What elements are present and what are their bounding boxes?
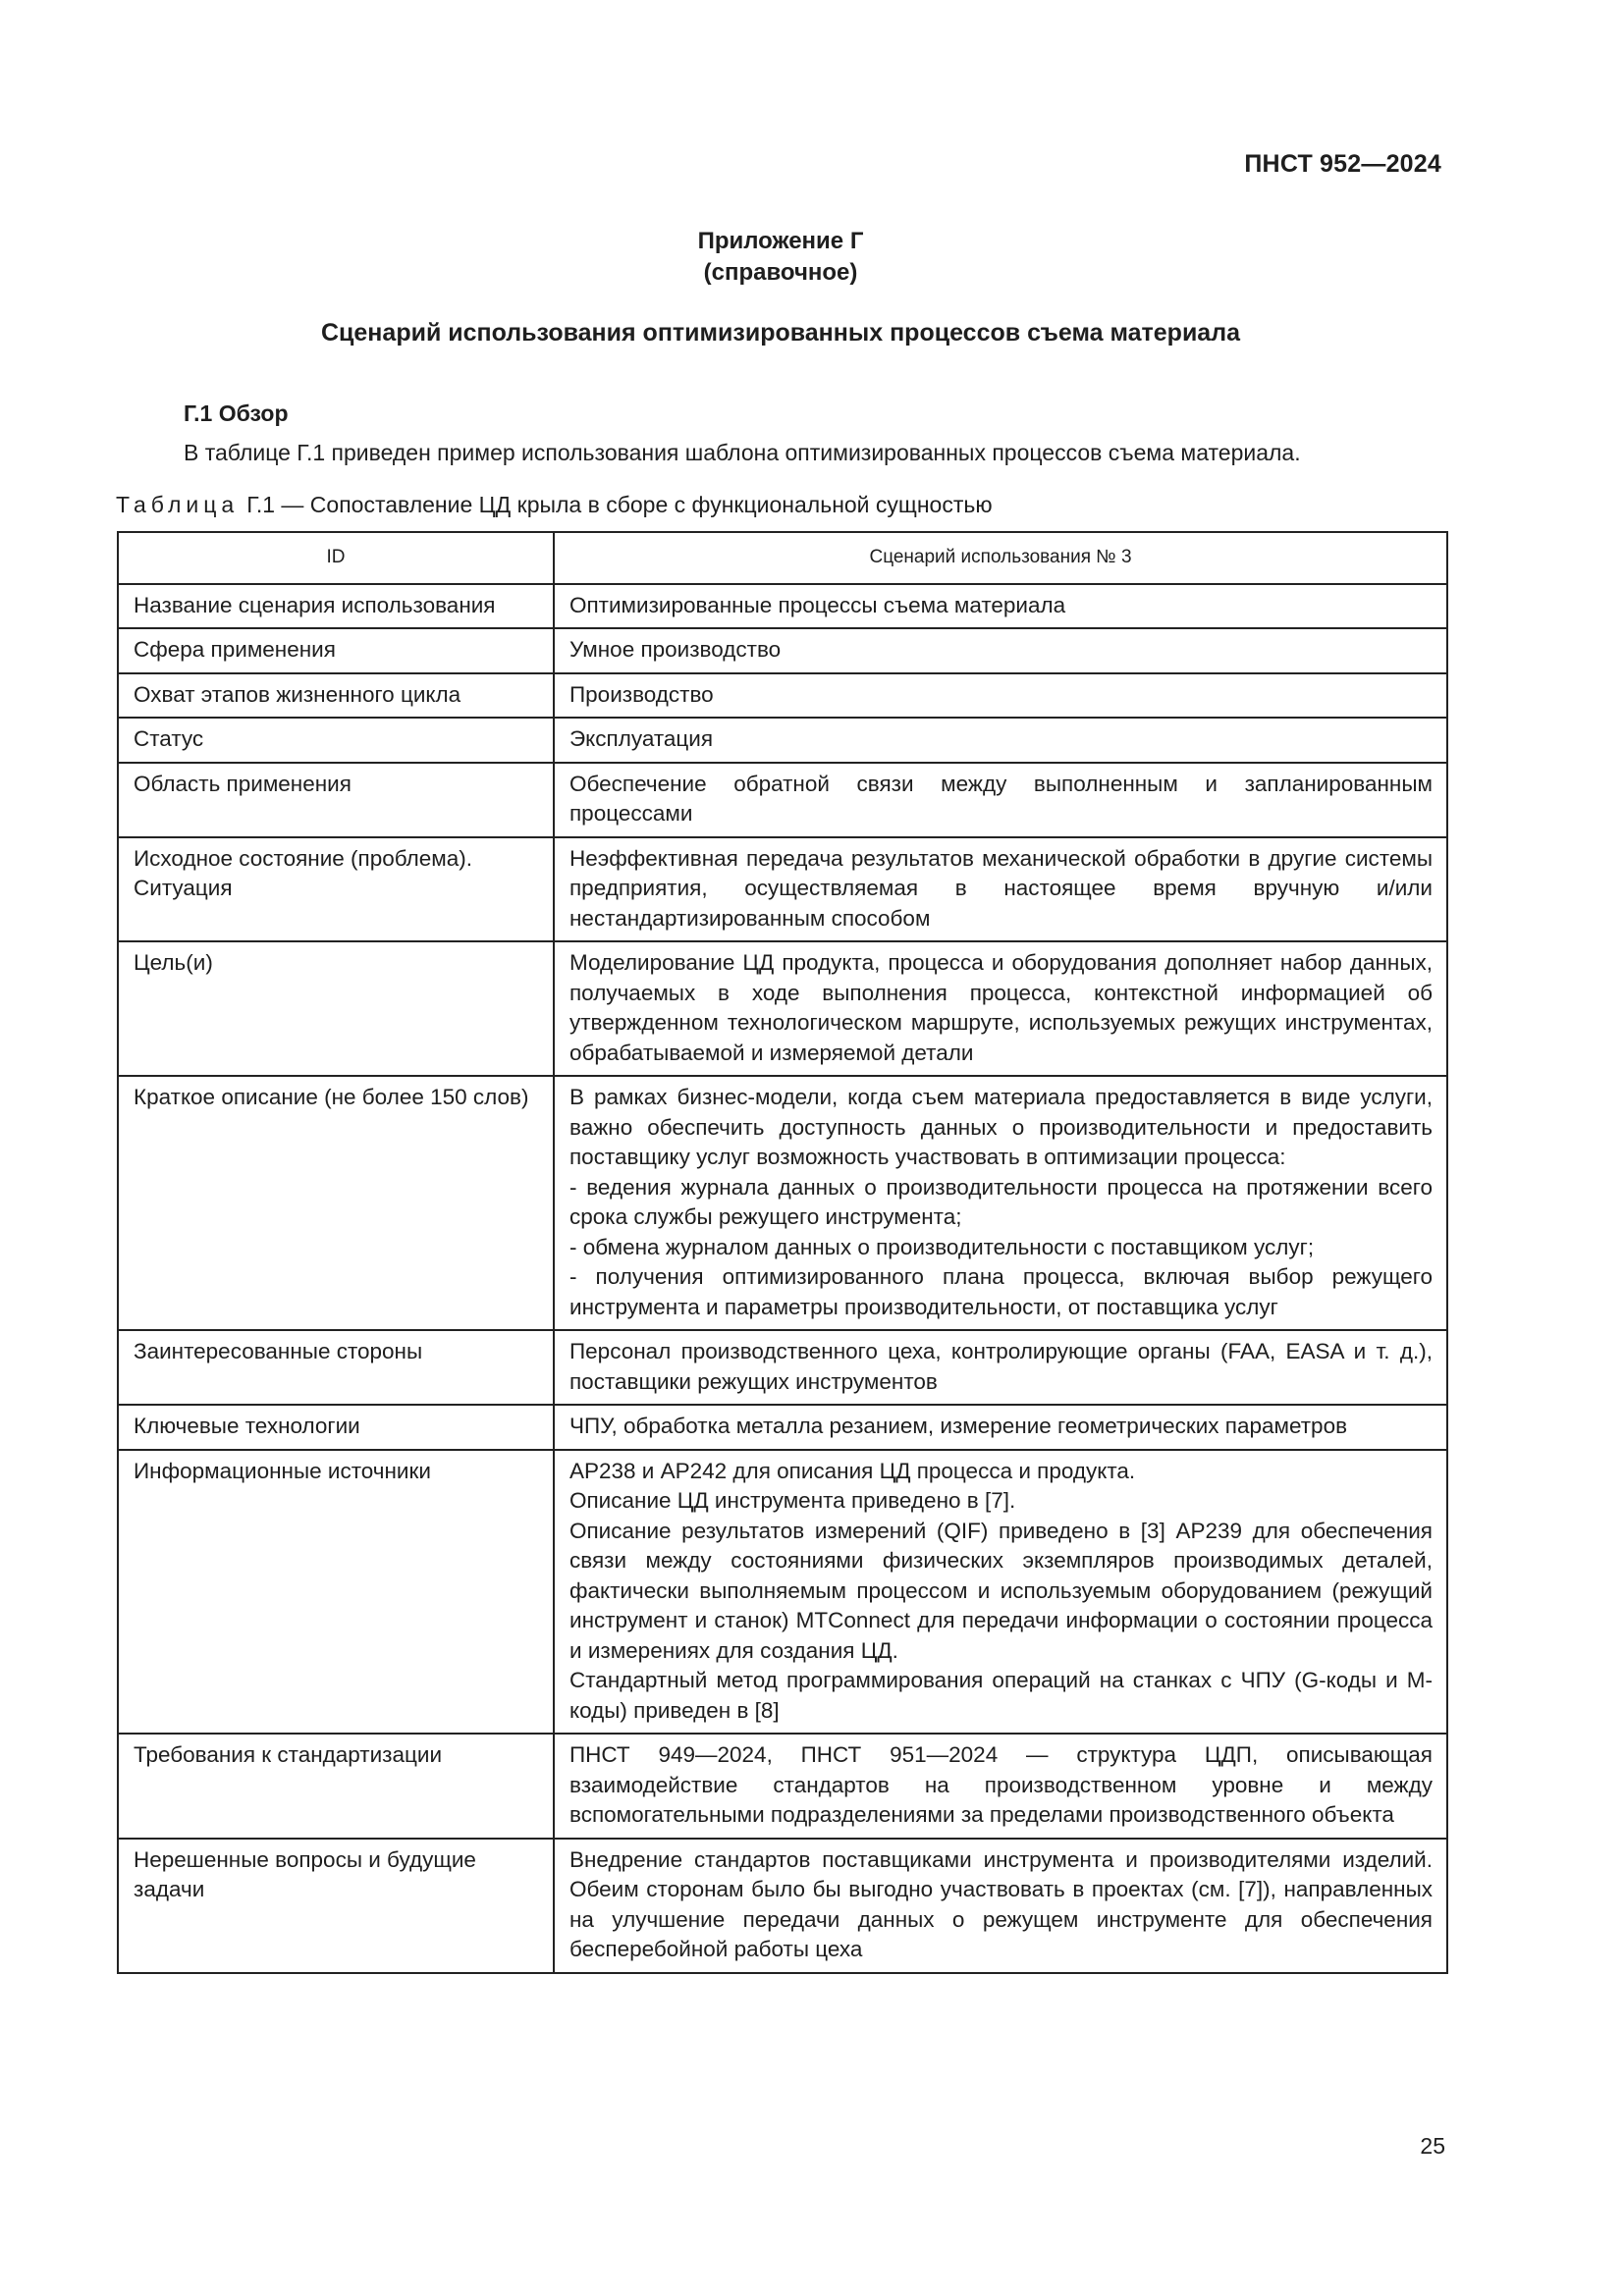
row-label: Нерешенные вопросы и будущие задачи <box>118 1839 554 1973</box>
row-label: Исходное состояние (проблема). Ситуация <box>118 837 554 942</box>
row-label: Область применения <box>118 763 554 837</box>
row-label: Сфера применения <box>118 628 554 673</box>
row-label: Статус <box>118 718 554 763</box>
table-header-row <box>118 532 1447 584</box>
table-row <box>118 628 1447 673</box>
row-value-paragraph: - обмена журналом данных о производительности с поставщиком услуг; <box>569 1234 1315 1259</box>
table-caption-text: Г.1 — Сопоставление ЦД крыла в сборе с функциональной сущностью <box>246 492 993 517</box>
table-caption-prefix: Таблица <box>116 492 240 517</box>
row-value <box>554 941 1447 1076</box>
row-value <box>554 584 1447 629</box>
row-label: Краткое описание (не более 150 слов) <box>118 1076 554 1330</box>
row-value-paragraph: ПНСТ 949—2024, ПНСТ 951—2024 — структура ЦДП, описывающая взаимодействие стандартов на производственном уровне и между вспомогательными подразделениями за пределами производственного объекта <box>569 1742 1433 1827</box>
row-value-paragraph: Производство <box>569 681 714 707</box>
row-value-paragraph: Неэффективная передача результатов механической обработки в другие системы предприятия, осуществляемая в настоящее время вручную и/или нестандартизированным способом <box>569 845 1433 931</box>
row-value <box>554 673 1447 719</box>
table-row <box>118 763 1447 837</box>
row-value <box>554 628 1447 673</box>
table-row <box>118 1405 1447 1450</box>
row-label: Информационные источники <box>118 1450 554 1735</box>
table-header-id: ID <box>118 532 554 584</box>
row-value <box>554 1734 1447 1839</box>
row-value-paragraph: ЧПУ, обработка металла резанием, измерение геометрических параметров <box>569 1414 1348 1438</box>
row-value <box>554 763 1447 837</box>
row-value <box>554 1839 1447 1973</box>
row-label: Цель(и) <box>118 941 554 1076</box>
row-value-paragraph: Моделирование ЦД продукта, процесса и оборудования дополняет набор данных, получаемых в ходе выполнения процесса, контекстной информацией об утвержденном технологическом маршруте, используемых режущих инструментах, обрабатываемой и измеряемой детали <box>569 950 1433 1065</box>
row-value-paragraph: - ведения журнала данных о производительности процесса на протяжении всего срока службы режущего инструмента; <box>569 1174 1433 1229</box>
table-row <box>118 673 1447 719</box>
table-row <box>118 837 1447 942</box>
row-value <box>554 1076 1447 1330</box>
section-heading: Г.1 Обзор <box>184 400 289 426</box>
row-value-paragraph: Умное производство <box>569 637 782 662</box>
row-value-paragraph: Стандартный метод программирования операций на станках с ЧПУ (G-коды и M-коды) приведен в [8] <box>569 1668 1433 1723</box>
table-row <box>118 1450 1447 1735</box>
table-row <box>118 584 1447 629</box>
row-label: Охват этапов жизненного цикла <box>118 673 554 719</box>
row-value-paragraph: Внедрение стандартов поставщиками инструмента и производителями изделий. Обеим сторонам было бы выгодно участвовать в проектах (см. [7]), направленных на улучшение передачи данных о режущем инструменте для обеспечения бесперебойной работы цеха <box>569 1846 1433 1961</box>
row-value-paragraph: - получения оптимизированного плана процесса, включая выбор режущего инструмента и параметры производительности, от поставщика услуг <box>569 1264 1433 1319</box>
row-value <box>554 837 1447 942</box>
row-value <box>554 1330 1447 1405</box>
row-value-paragraph: Описание ЦД инструмента приведено в [7]. <box>569 1488 1016 1513</box>
table-row <box>118 941 1447 1076</box>
table-body <box>118 584 1447 1973</box>
row-value <box>554 1450 1447 1735</box>
section-intro: В таблице Г.1 приведен пример использования шаблона оптимизированных процессов съема материала. <box>184 440 1301 465</box>
row-value-paragraph: Персонал производственного цеха, контролирующие органы (FAA, EASA и т. д.), поставщики режущих инструментов <box>569 1339 1433 1394</box>
table-row <box>118 1839 1447 1973</box>
row-label: Ключевые технологии <box>118 1405 554 1450</box>
table-row <box>118 1734 1447 1839</box>
table-header-scenario: Сценарий использования № 3 <box>554 532 1447 584</box>
page-number: 25 <box>1420 2133 1445 2159</box>
table-row <box>118 718 1447 763</box>
row-value-paragraph: Эксплуатация <box>569 726 714 751</box>
annex-subtitle: (справочное) <box>703 259 858 286</box>
annex-header <box>0 226 1561 289</box>
annex-title: Приложение Г <box>697 228 864 254</box>
table-caption <box>116 492 993 518</box>
table-row <box>118 1330 1447 1405</box>
row-value-paragraph: Обеспечение обратной связи между выполненным и запланированным процессами <box>569 771 1433 826</box>
row-label: Заинтересованные стороны <box>118 1330 554 1405</box>
row-value-paragraph: Описание результатов измерений (QIF) приведено в [3] AP239 для обеспечения связи между состояниями физических экземпляров производимых деталей, фактически выполняемым процессом и используемым оборудованием (режущий инструмент и станок) MTConnect для передачи информации о состоянии процесса и измерениях для создания ЦД. <box>569 1518 1433 1663</box>
row-label: Требования к стандартизации <box>118 1734 554 1839</box>
row-value-paragraph: AP238 и AP242 для описания ЦД процесса и продукта. <box>569 1458 1136 1483</box>
table-row <box>118 1076 1447 1330</box>
row-value-paragraph: Оптимизированные процессы съема материала <box>569 592 1066 617</box>
row-value <box>554 1405 1447 1450</box>
annex-heading: Сценарий использования оптимизированных процессов съема материала <box>320 319 1240 347</box>
document-code: ПНСТ 952—2024 <box>1244 150 1441 178</box>
use-case-table <box>117 531 1448 1974</box>
row-value <box>554 718 1447 763</box>
row-value-paragraph: В рамках бизнес-модели, когда съем материала предоставляется в виде услуги, важно обеспечить доступность данных о производительности и предоставить поставщику услуг возможность участвовать в оптимизации процесса: <box>569 1085 1433 1169</box>
row-label: Название сценария использования <box>118 584 554 629</box>
